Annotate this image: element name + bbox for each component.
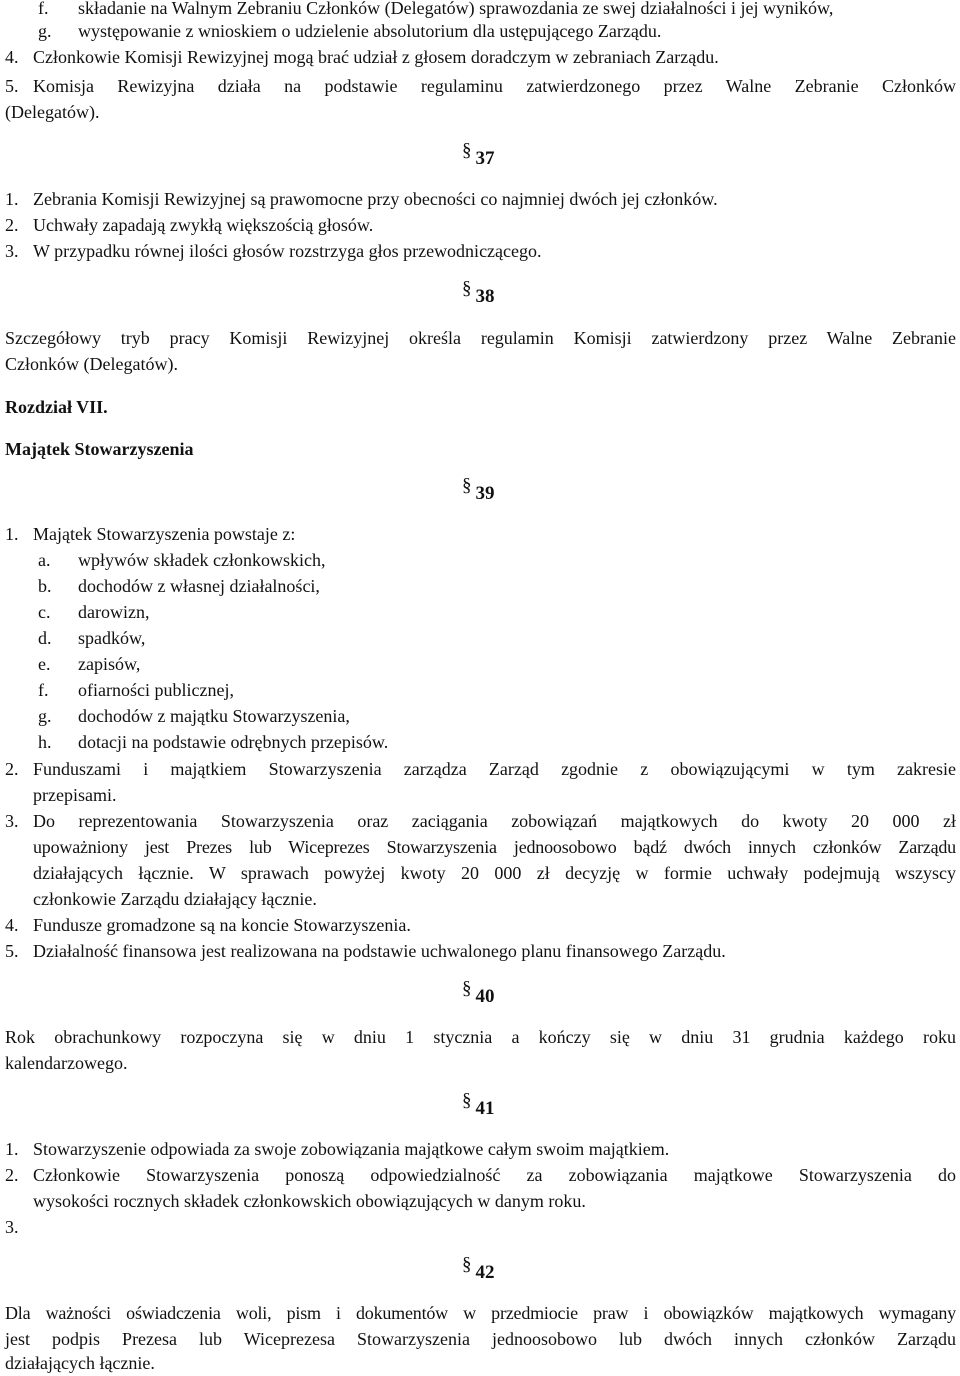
- section-symbol: §: [462, 278, 472, 299]
- s41-p2-line2: wysokości rocznych składek członkowskich obowiązujących w danym roku.: [33, 1191, 586, 1211]
- s39-p4-marker: 4.: [5, 915, 19, 935]
- source-g-letter: g.: [38, 706, 52, 726]
- source-c-text: darowizn,: [78, 602, 150, 622]
- section-number: 42: [475, 1262, 495, 1283]
- s37-item-2-marker: 2.: [5, 215, 19, 235]
- section-number: 37: [475, 148, 495, 169]
- paragraph-5-line1: Komisja Rewizyjna działa na podstawie regulaminu zatwierdzonego przez Walne Zebranie Członków: [33, 76, 956, 96]
- section-42-heading: [462, 1254, 495, 1286]
- section-38-heading: [462, 278, 495, 310]
- section-number: 38: [475, 286, 495, 307]
- s41-p1-marker: 1.: [5, 1139, 19, 1159]
- chapter-title: Rozdział VII.: [5, 397, 108, 417]
- s37-item-1-marker: 1.: [5, 189, 19, 209]
- s38-line1: Szczegółowy tryb pracy Komisji Rewizyjnej określa regulamin Komisji zatwierdzony przez Walne Zebranie: [5, 328, 956, 348]
- section-symbol: §: [462, 978, 472, 999]
- s41-p2-marker: 2.: [5, 1165, 19, 1185]
- paragraph-5-line2: (Delegatów).: [5, 102, 100, 122]
- s42-line1: Dla ważności oświadczenia woli, pism i dokumentów w przedmiocie praw i obowiązków majątkowych wymagany: [5, 1303, 956, 1323]
- item-g-marker: g.: [38, 21, 52, 41]
- s40-line2: kalendarzowego.: [5, 1053, 128, 1073]
- section-symbol: §: [462, 1254, 472, 1275]
- chapter-subtitle: Majątek Stowarzyszenia: [5, 439, 194, 459]
- section-number: 39: [475, 483, 495, 504]
- s38-line2: Członków (Delegatów).: [5, 354, 178, 374]
- source-a-text: wpływów składek członkowskich,: [78, 550, 326, 570]
- s37-item-3-text: W przypadku równej ilości głosów rozstrzyga głos przewodniczącego.: [33, 241, 542, 261]
- source-g-text: dochodów z majątku Stowarzyszenia,: [78, 706, 350, 726]
- s37-item-3-marker: 3.: [5, 241, 19, 261]
- section-symbol: §: [462, 475, 472, 496]
- s39-p3-marker: 3.: [5, 811, 19, 831]
- paragraph-4-text: Członkowie Komisji Rewizyjnej mogą brać udział z głosem doradczym w zebraniach Zarządu.: [33, 47, 719, 67]
- item-g-text: występowanie z wnioskiem o udzielenie absolutorium dla ustępującego Zarządu.: [78, 21, 662, 41]
- paragraph-4-marker: 4.: [5, 47, 19, 67]
- section-number: 41: [475, 1098, 495, 1119]
- source-e-letter: e.: [38, 654, 51, 674]
- s39-p1-marker: 1.: [5, 524, 19, 544]
- section-symbol: §: [462, 1090, 472, 1111]
- source-d-text: spadków,: [78, 628, 146, 648]
- source-e-text: zapisów,: [78, 654, 141, 674]
- source-c-letter: c.: [38, 602, 51, 622]
- section-39-heading: [462, 475, 495, 507]
- source-a-letter: a.: [38, 550, 51, 570]
- s39-p3-line3: działających łącznie. W sprawach powyżej kwoty 20 000 zł decyzję w formie uchwały podejmują wszyscy: [33, 863, 956, 883]
- s39-p3-line1: Do reprezentowania Stowarzyszenia oraz zaciągania zobowiązań majątkowych do kwoty 20 000 zł: [33, 811, 956, 831]
- s40-line1: Rok obrachunkowy rozpoczyna się w dniu 1 stycznia a kończy się w dniu 31 grudnia każdego roku: [5, 1027, 956, 1047]
- s39-p4-text: Fundusze gromadzone są na koncie Stowarzyszenia.: [33, 915, 411, 935]
- section-number: 40: [475, 986, 495, 1007]
- section-37-heading: [462, 140, 495, 172]
- s39-p2-line1: Funduszami i majątkiem Stowarzyszenia zarządza Zarząd zgodnie z obowiązującymi w tym zakresie: [33, 759, 956, 779]
- source-b-text: dochodów z własnej działalności,: [78, 576, 320, 596]
- item-f-text: składanie na Walnym Zebraniu Członków (Delegatów) sprawozdania ze swej działalności i jej wyników,: [78, 0, 834, 18]
- section-40-heading: [462, 978, 495, 1010]
- s37-item-2-text: Uchwały zapadają zwykłą większością głosów.: [33, 215, 374, 235]
- source-b-letter: b.: [38, 576, 52, 596]
- s39-p2-marker: 2.: [5, 759, 19, 779]
- s41-p2-line1: Członkowie Stowarzyszenia ponoszą odpowiedzialność za zobowiązania majątkowe Stowarzyszenia do: [33, 1165, 956, 1185]
- source-f-letter: f.: [38, 680, 49, 700]
- s37-item-1-text: Zebrania Komisji Rewizyjnej są prawomocne przy obecności co najmniej dwóch jej członków.: [33, 189, 718, 209]
- s41-p3-marker: 3.: [5, 1217, 19, 1237]
- paragraph-5-marker: 5.: [5, 76, 19, 96]
- source-f-text: ofiarności publicznej,: [78, 680, 234, 700]
- section-symbol: §: [462, 140, 472, 161]
- s39-p2-line2: przepisami.: [33, 785, 117, 805]
- item-f-marker: f.: [38, 0, 49, 18]
- section-41-heading: [462, 1090, 495, 1122]
- source-d-letter: d.: [38, 628, 52, 648]
- s41-p1-text: Stowarzyszenie odpowiada za swoje zobowiązania majątkowe całym swoim majątkiem.: [33, 1139, 670, 1159]
- s42-line2: jest podpis Prezesa lub Wiceprezesa Stowarzyszenia jednoosobowo lub dwóch innych członków Zarządu: [5, 1329, 956, 1349]
- s39-p5-text: Działalność finansowa jest realizowana na podstawie uchwalonego planu finansowego Zarządu.: [33, 941, 726, 961]
- s39-p3-line2: upoważniony jest Prezes lub Wiceprezes Stowarzyszenia jednoosobowo bądź dwóch innych członków Zarządu: [33, 837, 956, 857]
- s39-p5-marker: 5.: [5, 941, 19, 961]
- s39-p1-text: Majątek Stowarzyszenia powstaje z:: [33, 524, 296, 544]
- source-h-letter: h.: [38, 732, 52, 752]
- s39-p3-line4: członkowie Zarządu działający łącznie.: [33, 889, 317, 909]
- source-h-text: dotacji na podstawie odrębnych przepisów.: [78, 732, 389, 752]
- s42-line3: działających łącznie.: [5, 1353, 155, 1373]
